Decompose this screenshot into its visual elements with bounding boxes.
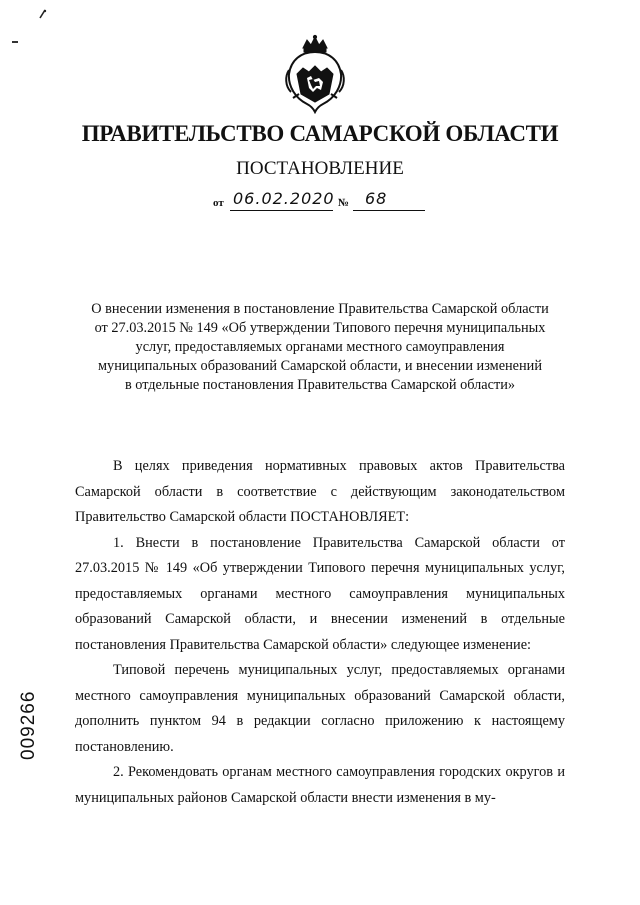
scan-mark-icon bbox=[38, 8, 48, 20]
number-value: 68 bbox=[365, 189, 388, 208]
subject-line: от 27.03.2015 № 149 «Об утверждении Типового перечня муниципальных bbox=[94, 320, 546, 336]
subject-line: О внесении изменения в постановление Правительства Самарской области bbox=[91, 301, 549, 317]
body-item-1-paragraph: 1. Внести в постановление Правительства Самарской области от 27.03.2015 № 149 «Об утверждении Типового перечня муниципальных услуг, предоставляемых органами местного самоуправления муниципальных образований Самарской области, и внесении изменений в отдельные постановления Правительства Самарской области» следующее изменение: bbox=[75, 534, 565, 653]
body-item-1-text-paragraph: Типовой перечень муниципальных услуг, предоставляемых органами местного самоуправления муниципальных образований Самарской области, дополнить пунктом 94 в редакции согласно приложению к настоящему постановлению. bbox=[75, 662, 565, 755]
subject-line: услуг, предоставляемых органами местного самоуправления bbox=[135, 339, 505, 355]
number-underline bbox=[353, 210, 425, 211]
body-item-2-paragraph: 2. Рекомендовать органам местного самоуправления городских округов и муниципальных районов Самарской области внести изменения в му- bbox=[75, 764, 565, 806]
document-type: ПОСТАНОВЛЕНИЕ bbox=[236, 158, 404, 179]
subject-line: муниципальных образований Самарской области, и внесении изменений bbox=[98, 358, 542, 374]
decree-subject bbox=[70, 300, 570, 395]
date-number-line bbox=[213, 190, 433, 214]
government-title: ПРАВИТЕЛЬСТВО САМАРСКОЙ ОБЛАСТИ bbox=[81, 121, 559, 146]
coat-of-arms-icon bbox=[283, 34, 347, 114]
subject-line: в отдельные постановления Правительства Самарской области» bbox=[124, 377, 516, 393]
date-prefix: от bbox=[213, 197, 224, 209]
scan-dash-icon bbox=[12, 40, 20, 44]
date-underline bbox=[230, 210, 333, 211]
decree-body bbox=[75, 454, 565, 811]
body-intro-paragraph: В целях приведения нормативных правовых актов Правительства Самарской области в соответствие с действующим законодательством Правительство Самарской области ПОСТАНОВЛЯЕТ: bbox=[75, 458, 565, 525]
margin-serial-number: 009266 bbox=[18, 690, 39, 760]
date-value: 06.02.2020 bbox=[233, 189, 335, 208]
number-prefix: № bbox=[338, 197, 350, 209]
